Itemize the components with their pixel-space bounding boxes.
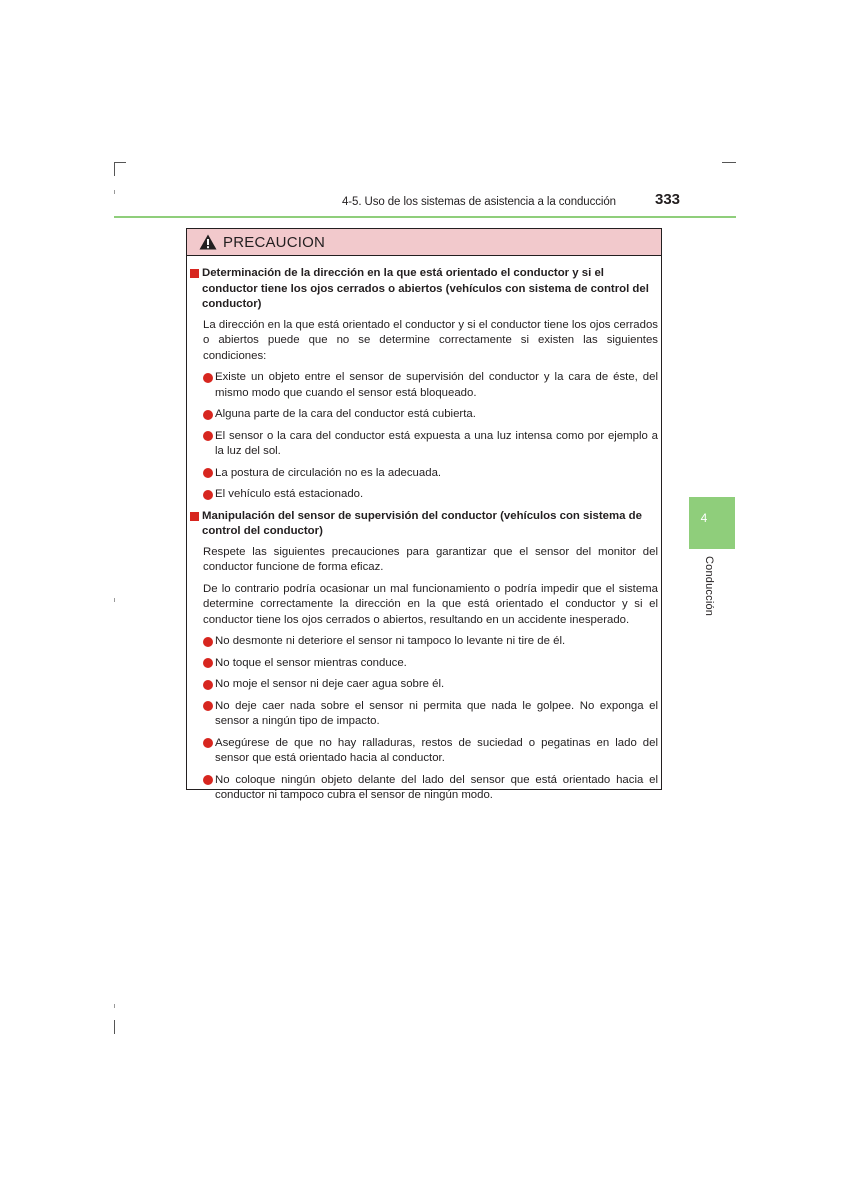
item-heading xyxy=(190,266,658,313)
chapter-label: Conducción xyxy=(703,556,715,617)
list-item-text: Alguna parte de la cara del conductor está cubierta. xyxy=(215,408,476,420)
circle-bullet-icon xyxy=(203,680,213,690)
circle-bullet-icon xyxy=(203,738,213,748)
item-heading xyxy=(190,509,658,540)
list-item xyxy=(190,656,658,672)
list-item xyxy=(190,487,658,503)
paragraph: De lo contrario podría ocasionar un mal funcionamiento o podría impedir que el sistema determine correctamente la dirección en la que está orientado el conductor y si el conductor tiene los ojos cerrados o abiertos, resultando en un accidente inesperado. xyxy=(203,582,658,626)
section-title: 4-5. Uso de los sistemas de asistencia a la conducción xyxy=(342,196,616,208)
square-bullet-icon xyxy=(190,269,199,278)
chapter-number: 4 xyxy=(700,511,708,525)
list-item-text: Existe un objeto entre el sensor de supervisión del conductor y la cara de éste, del mismo modo que cuando el sensor está bloqueado. xyxy=(215,371,658,399)
crop-mark xyxy=(114,162,115,176)
margin-tick xyxy=(114,190,115,194)
list-item-text: No toque el sensor mientras conduce. xyxy=(215,656,407,669)
crop-mark xyxy=(722,162,736,163)
page-number: 333 xyxy=(655,191,681,208)
circle-bullet-icon xyxy=(203,410,213,420)
item-heading-text: Manipulación del sensor de supervisión del conductor (vehículos con sistema de control del conductor) xyxy=(202,509,642,537)
caution-box xyxy=(186,228,662,801)
caution-body xyxy=(187,256,661,804)
chapter-tab xyxy=(689,497,735,549)
circle-bullet-icon xyxy=(203,701,213,711)
list-item-text: No deje caer nada sobre el sensor ni permita que nada le golpee. No exponga el sensor a ningún tipo de impacto. xyxy=(215,699,658,727)
list-item xyxy=(190,429,658,460)
circle-bullet-icon xyxy=(203,468,213,478)
header-rule xyxy=(114,216,736,218)
list-item xyxy=(190,677,658,693)
list-item-text: No moje el sensor ni deje caer agua sobre él. xyxy=(215,678,445,690)
margin-tick xyxy=(114,1004,115,1008)
paragraph: La dirección en la que está orientado el conductor y si el conductor tiene los ojos cerrados o abiertos puede que no se determine correctamente si existen las siguientes condiciones: xyxy=(203,318,658,362)
list-item-text: Asegúrese de que no hay ralladuras, restos de suciedad o pegatinas en lado del sensor que está orientado hacia al conductor. xyxy=(215,736,658,764)
list-item xyxy=(190,466,658,482)
list-item-text: No coloque ningún objeto delante del lado del sensor que está orientado hacia el conductor ni tampoco cubra el sensor de ningún modo. xyxy=(215,773,658,801)
caution-header xyxy=(187,229,661,256)
list-item xyxy=(190,736,658,767)
list-item-text: La postura de circulación no es la adecuada. xyxy=(215,466,442,479)
circle-bullet-icon xyxy=(203,658,213,668)
circle-bullet-icon xyxy=(203,431,213,441)
list-item xyxy=(190,407,658,423)
circle-bullet-icon xyxy=(203,490,213,500)
list-item xyxy=(190,699,658,730)
list-item-text: El vehículo está estacionado. xyxy=(215,488,364,500)
list-item xyxy=(190,773,658,804)
paragraph: Respete las siguientes precauciones para garantizar que el sensor del monitor del conductor funcione de forma eficaz. xyxy=(203,545,658,573)
list-item xyxy=(190,634,658,650)
crop-mark xyxy=(114,162,126,163)
circle-bullet-icon xyxy=(203,373,213,383)
item-heading-text: Determinación de la dirección en la que está orientado el conductor y si el conductor tiene los ojos cerrados o abiertos (vehículos con sistema de control del conductor) xyxy=(202,267,649,310)
list-item-text: El sensor o la cara del conductor está expuesta a una luz intensa como por ejemplo a la luz del sol. xyxy=(215,429,658,457)
list-item xyxy=(190,370,658,401)
square-bullet-icon xyxy=(190,512,199,521)
circle-bullet-icon xyxy=(203,775,213,785)
margin-tick xyxy=(114,598,115,602)
list-item-text: No desmonte ni deteriore el sensor ni tampoco lo levante ni tire de él. xyxy=(215,635,566,647)
caution-title: PRECAUCION xyxy=(223,233,326,251)
circle-bullet-icon xyxy=(203,637,213,647)
crop-mark xyxy=(114,1020,115,1034)
warning-triangle-icon xyxy=(199,234,217,250)
